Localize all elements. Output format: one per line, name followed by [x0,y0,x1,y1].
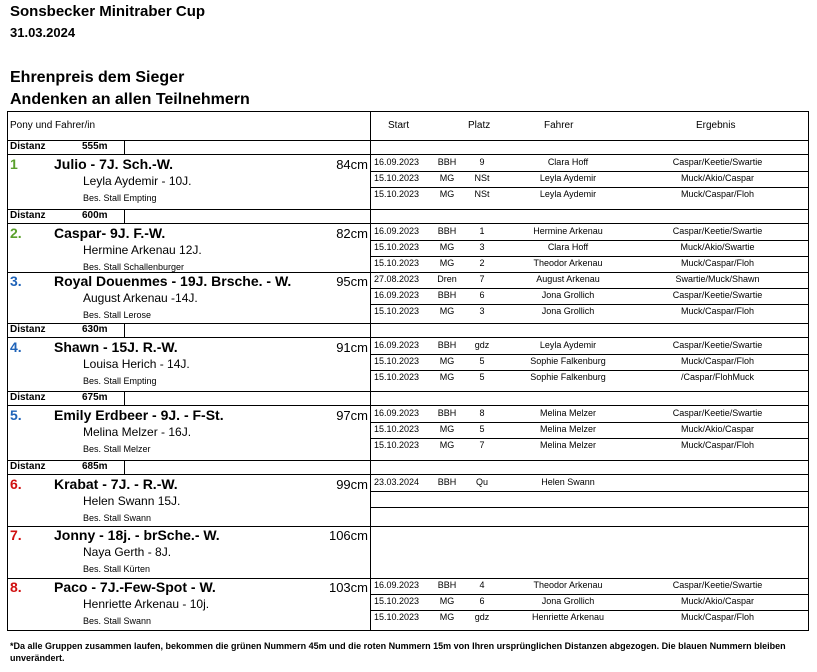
result-date: 16.09.2023 [374,157,420,167]
result-venue: MG [439,306,455,316]
result-ergebnis: Caspar/Keetie/Swartie [672,226,763,236]
result-date: 15.10.2023 [374,596,420,606]
row-divider [370,491,808,492]
rider-name: Louisa Herich - 14J. [83,357,190,371]
rider-name: August Arkenau -14J. [83,291,198,305]
result-date: 16.09.2023 [374,580,420,590]
result-place: 6 [479,596,485,606]
result-ergebnis: Muck/Caspar/Floh [680,440,755,450]
stable-owner: Bes. Stall Swann [83,513,152,523]
distance-label [8,209,125,223]
rider-name: Melina Melzer - 16J. [83,425,192,439]
distance-word: Distanz [10,324,46,335]
result-venue: BBH [437,408,457,418]
result-date: 15.10.2023 [374,189,420,199]
result-rider: Jona Grollich [541,290,595,300]
result-rider: Clara Hoff [547,242,589,252]
cup-title: Sonsbecker Minitraber Cup [10,3,206,20]
entry-number: 2. [10,225,22,241]
pony-name: Julio - 7J. Sch.-W. [54,156,174,172]
result-ergebnis: Caspar/Keetie/Swartie [672,290,763,300]
result-ergebnis: Muck/Caspar/Floh [680,612,755,622]
result-place: 2 [479,258,485,268]
result-ergebnis: /Caspar/FlohMuck [680,372,755,382]
result-venue: MG [439,258,455,268]
result-rider: Sophie Falkenburg [530,372,606,382]
result-date: 15.10.2023 [374,258,420,268]
distance-label [8,460,125,474]
prize-line-1: Ehrenpreis dem Sieger [10,69,185,86]
rider-name: Naya Gerth - 8J. [83,545,172,559]
result-place: 7 [479,274,485,284]
stable-owner: Bes. Stall Swann [83,616,152,626]
entry-pony-rider [8,578,370,628]
stable-owner: Bes. Stall Lerose [83,310,152,320]
result-venue: BBH [437,580,457,590]
entry-pony-rider [8,406,370,456]
result-ergebnis: Swartie/Muck/Shawn [675,274,760,284]
distance-value: 630m [82,324,108,335]
result-ergebnis: Caspar/Keetie/Swartie [672,580,763,590]
stable-owner: Bes. Stall Melzer [83,444,151,454]
result-rider: Jona Grollich [541,306,595,316]
result-date: 27.08.2023 [374,274,420,284]
row-divider [370,171,808,172]
distance-value: 600m [82,210,108,221]
entry-pony-rider [8,155,370,205]
result-venue: MG [439,189,455,199]
result-place: 9 [479,157,485,167]
result-venue: MG [439,372,455,382]
result-place: 3 [479,306,485,316]
result-venue: MG [439,424,455,434]
result-date: 15.10.2023 [374,306,420,316]
row-divider [370,187,808,188]
result-rider: Melina Melzer [539,440,597,450]
result-date: 16.09.2023 [374,408,420,418]
result-date: 16.09.2023 [374,226,420,236]
result-venue: MG [439,173,455,183]
result-ergebnis: Muck/Akio/Caspar [680,596,755,606]
pony-name: Paco - 7J.-Few-Spot - W. [54,579,216,595]
col-header-pony: Pony und Fahrer/in [10,120,96,131]
result-ergebnis: Caspar/Keetie/Swartie [672,340,763,350]
pony-name: Jonny - 18j. - brSche.- W. [54,527,220,543]
entry-number: 3. [10,273,22,289]
distance-value: 555m [82,141,108,152]
pony-height: 91cm [336,340,368,355]
pony-name: Emily Erdbeer - 9J. - F-St. [54,407,224,423]
pony-height: 97cm [336,408,368,423]
row-divider [370,610,808,611]
stable-owner: Bes. Stall Kürten [83,564,151,574]
row-divider [8,209,808,210]
footnote: *Da alle Gruppen zusammen laufen, bekommen die grünen Nummern 45m und die roten Nummern 15m von Ihren ursprünglichen Distanzen abgezogen. Die blauen Nummern bleiben unverändert. [10,641,786,663]
entry-number: 6. [10,476,22,492]
entry-number: 5. [10,407,22,423]
rider-name: Leyla Aydemir - 10J. [83,174,192,188]
rider-name: Helen Swann 15J. [83,494,181,508]
result-place: 6 [479,290,485,300]
result-ergebnis: Muck/Caspar/Floh [680,258,755,268]
result-rider: Helen Swann [541,477,595,487]
pony-height: 99cm [336,477,368,492]
distance-word: Distanz [10,461,46,472]
result-venue: MG [439,612,455,622]
result-venue: Dren [437,274,457,284]
result-rider: Henriette Arkenau [531,612,605,622]
result-venue: BBH [437,157,457,167]
row-divider [8,460,808,461]
row-divider [370,354,808,355]
result-rider: Melina Melzer [539,424,597,434]
result-rider: Hermine Arkenau [533,226,603,236]
rider-name: Henriette Arkenau - 10j. [83,597,210,611]
result-date: 15.10.2023 [374,356,420,366]
entries-table [7,111,809,631]
row-divider [8,323,808,324]
pony-height: 106cm [328,528,368,543]
result-ergebnis: Muck/Akio/Caspar [680,173,755,183]
row-divider [370,594,808,595]
result-rider: Sophie Falkenburg [530,356,606,366]
col-header-fahrer: Fahrer [544,120,574,131]
result-venue: BBH [437,290,457,300]
row-divider [370,422,808,423]
pony-height: 82cm [336,226,368,241]
entry-pony-rider [8,526,370,576]
column-divider [370,112,371,630]
result-date: 15.10.2023 [374,424,420,434]
result-ergebnis: Muck/Caspar/Floh [680,356,755,366]
col-header-start: Start [388,120,410,131]
row-divider [370,438,808,439]
result-place: 5 [479,356,485,366]
entry-number: 7. [10,527,22,543]
distance-value: 685m [82,461,108,472]
pony-name: Shawn - 15J. R.-W. [54,339,178,355]
pony-height: 95cm [336,274,368,289]
result-place: NSt [474,189,490,199]
result-rider: Leyla Aydemir [539,173,597,183]
result-place: 5 [479,372,485,382]
entry-number: 1 [10,156,18,172]
row-divider [370,256,808,257]
stable-owner: Bes. Stall Empting [83,376,157,386]
row-divider [370,304,808,305]
distance-label [8,140,125,154]
result-place: gdz [474,340,490,350]
result-place: 5 [479,424,485,434]
result-date: 16.09.2023 [374,290,420,300]
result-venue: BBH [437,226,457,236]
result-ergebnis: Muck/Akio/Caspar [680,424,755,434]
result-venue: MG [439,356,455,366]
result-date: 15.10.2023 [374,173,420,183]
pony-height: 103cm [328,580,368,595]
stable-owner: Bes. Stall Schallenburger [83,262,185,272]
pony-name: Caspar- 9J. F.-W. [54,225,166,241]
entry-number: 8. [10,579,22,595]
result-venue: MG [439,596,455,606]
distance-value: 675m [82,392,108,403]
col-header-ergebnis: Ergebnis [696,120,736,131]
row-divider [8,140,808,141]
result-rider: Clara Hoff [547,157,589,167]
distance-word: Distanz [10,392,46,403]
entry-pony-rider [8,224,370,274]
result-venue: BBH [437,340,457,350]
prize-line-2: Andenken an allen Teilnehmern [10,91,250,108]
row-divider [370,507,808,508]
result-rider: Jona Grollich [541,596,595,606]
result-place: NSt [474,173,490,183]
result-place: 1 [479,226,485,236]
stable-owner: Bes. Stall Empting [83,193,157,203]
result-ergebnis: Caspar/Keetie/Swartie [672,157,763,167]
cup-date: 31.03.2024 [10,25,76,40]
result-place: 3 [479,242,485,252]
result-ergebnis: Muck/Caspar/Floh [680,306,755,316]
entry-number: 4. [10,339,22,355]
result-place: 7 [479,440,485,450]
row-divider [8,391,808,392]
distance-word: Distanz [10,141,46,152]
result-place: gdz [474,612,490,622]
row-divider [370,288,808,289]
result-rider: Melina Melzer [539,408,597,418]
pony-height: 84cm [336,157,368,172]
result-rider: Leyla Aydemir [539,189,597,199]
pony-name: Krabat - 7J. - R.-W. [54,476,178,492]
result-place: 4 [479,580,485,590]
result-place: 8 [479,408,485,418]
result-rider: Theodor Arkenau [533,580,603,590]
row-divider [370,370,808,371]
result-date: 15.10.2023 [374,242,420,252]
distance-word: Distanz [10,210,46,221]
result-rider: Theodor Arkenau [533,258,603,268]
result-ergebnis: Muck/Caspar/Floh [680,189,755,199]
result-venue: MG [439,242,455,252]
pony-name: Royal Douenmes - 19J. Brsche. - W. [54,273,292,289]
entry-pony-rider [8,272,370,322]
result-venue: BBH [437,477,457,487]
result-ergebnis: Muck/Akio/Swartie [680,242,755,252]
result-venue: MG [439,440,455,450]
result-rider: August Arkenau [536,274,600,284]
result-ergebnis: Caspar/Keetie/Swartie [672,408,763,418]
entry-pony-rider [8,338,370,388]
distance-label [8,391,125,405]
result-date: 15.10.2023 [374,612,420,622]
result-date: 15.10.2023 [374,440,420,450]
distance-label [8,323,125,337]
rider-name: Hermine Arkenau 12J. [83,243,202,257]
result-date: 16.09.2023 [374,340,420,350]
col-header-platz: Platz [468,120,491,131]
entry-pony-rider [8,475,370,525]
result-date: 23.03.2024 [374,477,420,487]
result-place: Qu [475,477,488,487]
row-divider [370,240,808,241]
result-rider: Leyla Aydemir [539,340,597,350]
result-date: 15.10.2023 [374,372,420,382]
